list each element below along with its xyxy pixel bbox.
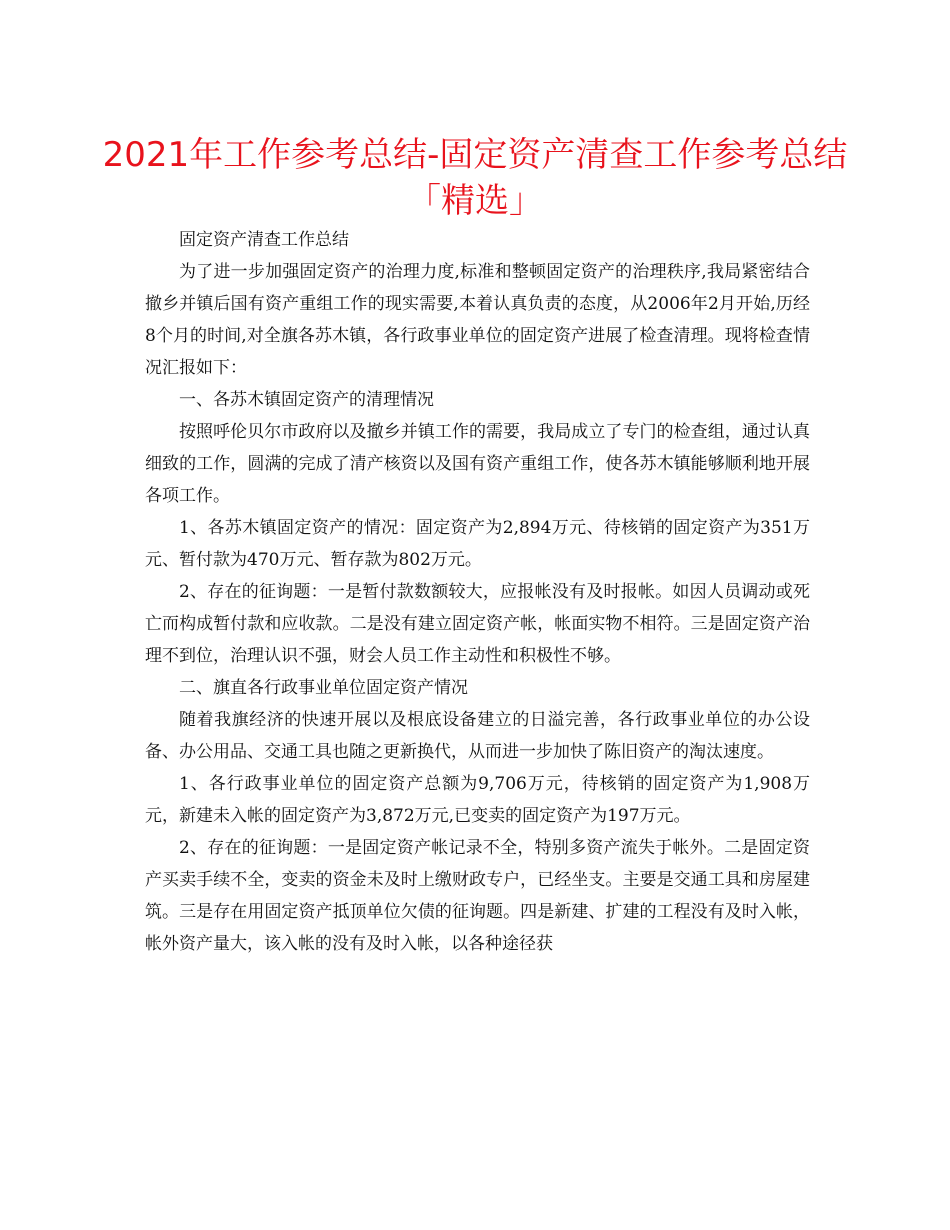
paragraph: 1、各行政事业单位的固定资产总额为9,706万元，待核销的固定资产为1,908万元，新建未入帐的固定资产为3,872万元,已变卖的固定资产为197万元。	[145, 774, 810, 826]
section-heading-1: 一、各苏木镇固定资产的清理情况	[179, 390, 434, 410]
paragraph: 1、各苏木镇固定资产的情况：固定资产为2,894万元、待核销的固定资产为351万元、暂付款为470万元、暂存款为802万元。	[145, 518, 810, 570]
paragraph: 为了进一步加强固定资产的治理力度,标准和整顿固定资产的治理秩序,我局紧密结合撤乡并镇后国有资产重组工作的现实需要,本着认真负责的态度，从2006年2月开始,历经8个月的时间,对全旗各苏木镇，各行政事业单位的固定资产进展了检查清理。现将检查情况汇报如下：	[145, 262, 810, 378]
document-title: 2021年工作参考总结-固定资产清查工作参考总结「精选」	[102, 135, 848, 221]
paragraph: 随着我旗经济的快速开展以及根底设备建立的日溢完善，各行政事业单位的办公设备、办公用品、交通工具也随之更新换代，从而进一步加快了陈旧资产的淘汰速度。	[145, 710, 810, 762]
paragraph: 按照呼伦贝尔市政府以及撤乡并镇工作的需要，我局成立了专门的检查组，通过认真细致的工作，圆满的完成了清产核资以及国有资产重组工作，使各苏木镇能够顺利地开展各项工作。	[145, 422, 810, 506]
paragraph-heading: 固定资产清查工作总结	[179, 230, 349, 250]
section-heading-2: 二、旗直各行政事业单位固定资产情况	[179, 678, 468, 698]
paragraph: 2、存在的征询题：一是暂付款数额较大，应报帐没有及时报帐。如因人员调动或死亡而构成暂付款和应收款。二是没有建立固定资产帐，帐面实物不相符。三是固定资产治理不到位，治理认识不强，财会人员工作主动性和积极性不够。	[145, 582, 810, 666]
document-body	[145, 224, 810, 960]
paragraph: 2、存在的征询题：一是固定资产帐记录不全，特别多资产流失于帐外。二是固定资产买卖手续不全，变卖的资金未及时上缴财政专户，已经坐支。主要是交通工具和房屋建筑。三是存在用固定资产抵顶单位欠债的征询题。四是新建、扩建的工程没有及时入帐，帐外资产量大，该入帐的没有及时入帐，以各种途径获	[145, 838, 810, 954]
